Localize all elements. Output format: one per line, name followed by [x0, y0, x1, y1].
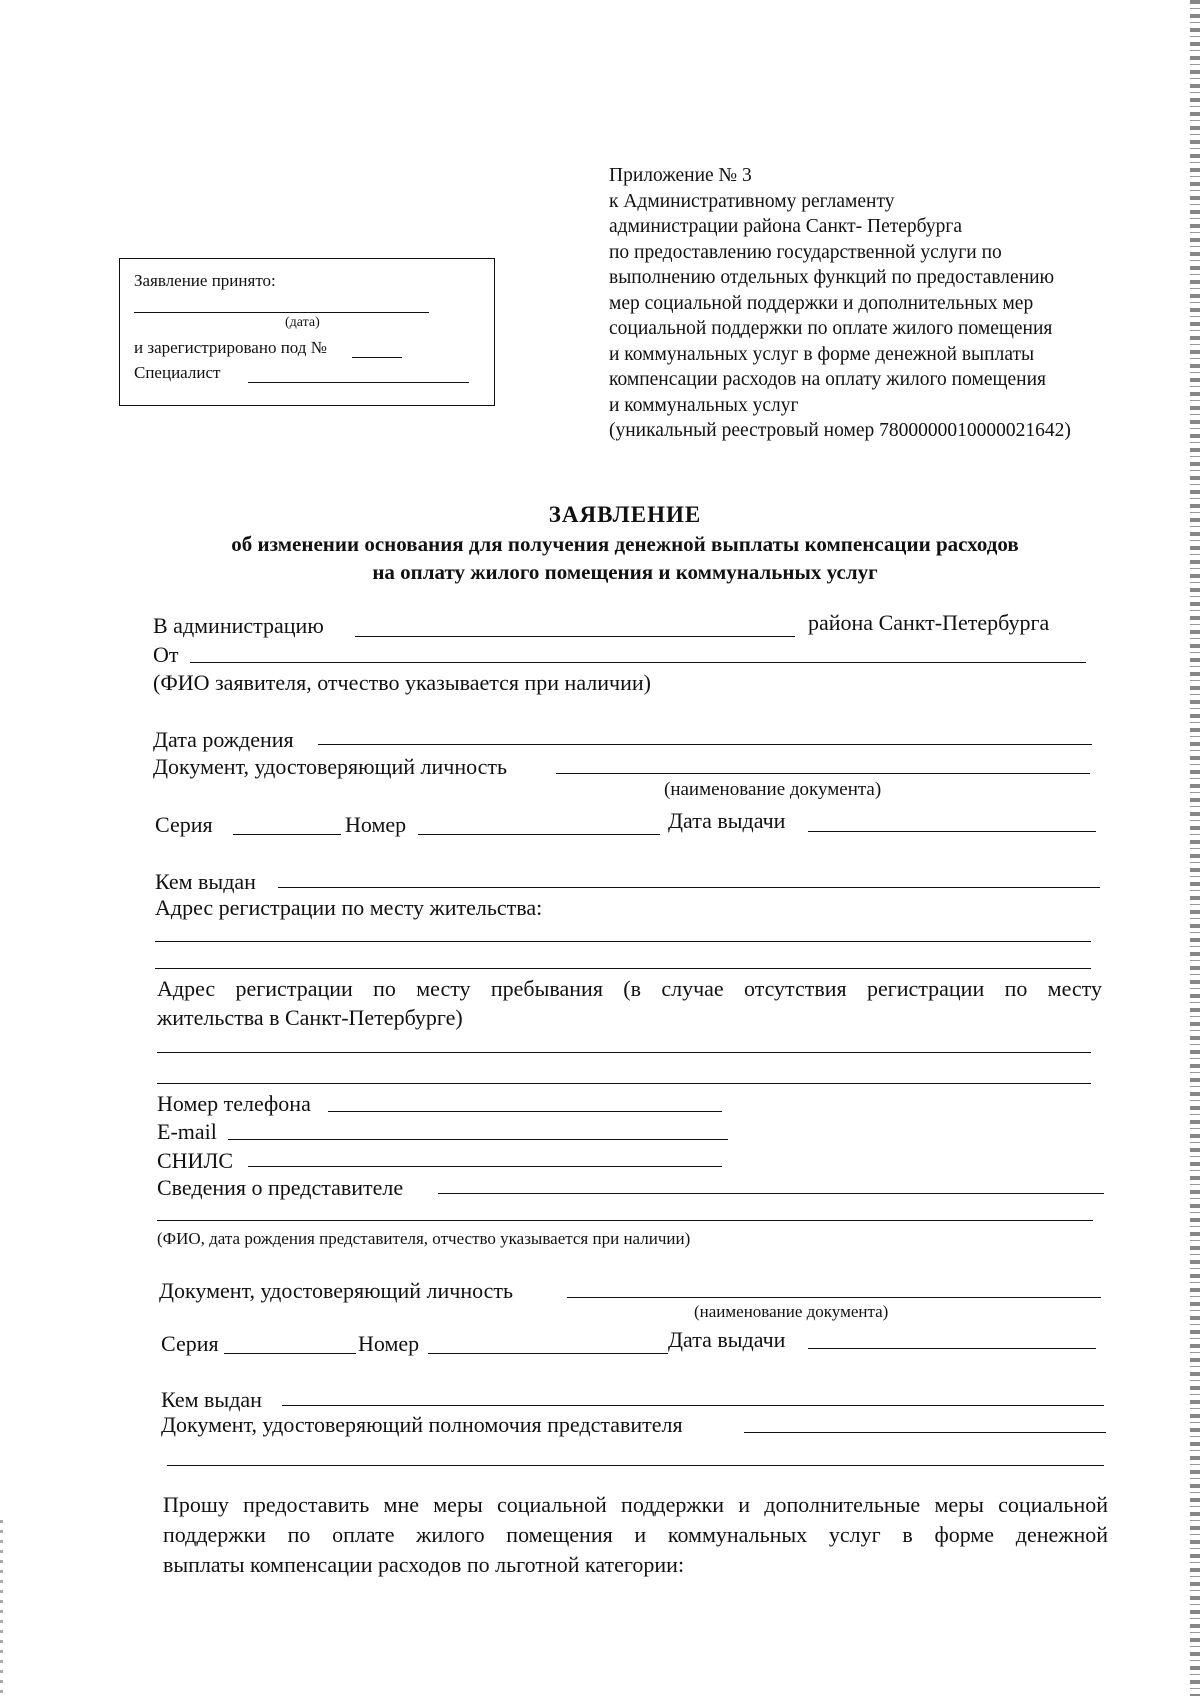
doc-name-caption: (наименование документа)	[664, 779, 882, 800]
appendix-line: социальной поддержки по оплате жилого помещения	[609, 318, 1053, 339]
admin-district-field[interactable]	[355, 636, 795, 637]
stay-address-field-1[interactable]	[157, 1052, 1091, 1053]
rep-number-label: Номер	[358, 1331, 420, 1356]
request-paragraph	[163, 1490, 1108, 1580]
rep-issue-date-field[interactable]	[808, 1348, 1096, 1349]
appendix-line: к Административному регламенту	[609, 190, 895, 212]
stamp-date-caption: (дата)	[285, 315, 320, 330]
stamp-registered-label: и зарегистрировано под №	[134, 338, 327, 357]
stamp-specialist-field[interactable]	[248, 382, 469, 383]
request-line: Прошу предоставить мне меры социальной поддержки и дополнительные меры социальной	[163, 1492, 1108, 1517]
representative-info-field-1[interactable]	[438, 1193, 1104, 1194]
number-field[interactable]	[418, 834, 660, 835]
number-label: Номер	[345, 812, 407, 837]
rep-series-field[interactable]	[224, 1353, 356, 1354]
appendix-line: компенсации расходов на оплату жилого помещения	[609, 369, 1046, 390]
appendix-line: выполнению отдельных функций по предоставлению	[609, 267, 1055, 288]
issued-by-field[interactable]	[278, 887, 1100, 888]
document-subtitle-line2: на оплату жилого помещения и коммунальных услуг	[372, 560, 878, 584]
email-label: E-mail	[157, 1119, 217, 1144]
rep-issued-by-label: Кем выдан	[161, 1387, 262, 1412]
series-label: Серия	[155, 812, 213, 837]
rep-authority-doc-label: Документ, удостоверяющий полномочия представителя	[161, 1412, 683, 1437]
rep-doc-name-caption: (наименование документа)	[694, 1302, 889, 1321]
stay-address-label-2: жительства в Санкт-Петербурге)	[157, 1005, 463, 1030]
appendix-line: Приложение № 3	[609, 165, 752, 186]
rep-authority-doc-field-2[interactable]	[167, 1465, 1104, 1466]
stamp-date-field[interactable]	[134, 312, 429, 313]
from-label: От	[153, 642, 179, 667]
request-line: выплаты компенсации расходов по льготной категории:	[163, 1552, 685, 1577]
snils-label: СНИЛС	[157, 1148, 234, 1173]
rep-issue-date-label: Дата выдачи	[668, 1327, 786, 1352]
applicant-fio-field[interactable]	[190, 662, 1086, 663]
reg-address-label: Адрес регистрации по месту жительства:	[155, 895, 543, 920]
issued-by-label: Кем выдан	[155, 869, 256, 894]
rep-series-label: Серия	[161, 1331, 219, 1356]
birth-date-label: Дата рождения	[153, 727, 294, 752]
appendix-line: и коммунальных услуг в форме денежной выплаты	[609, 343, 1035, 365]
email-field[interactable]	[228, 1139, 728, 1140]
representative-info-label: Сведения о представителе	[157, 1175, 404, 1200]
id-document-label: Документ, удостоверяющий личность	[153, 754, 508, 779]
rep-id-document-label: Документ, удостоверяющий личность	[159, 1278, 514, 1303]
appendix-header	[609, 163, 1169, 444]
appendix-line: мер социальной поддержки и дополнительных мер	[609, 292, 1034, 314]
request-line: поддержки по оплате жилого помещения и коммунальных услуг в форме денежной	[163, 1522, 1108, 1547]
document-subtitle-line1: об изменении основания для получения денежной выплаты компенсации расходов	[231, 532, 1019, 556]
stay-address-label-1: Адрес регистрации по месту пребывания (в случае отсутствия регистрации по месту	[157, 976, 1102, 1001]
appendix-line: и коммунальных услуг	[609, 394, 799, 416]
reg-address-field-1[interactable]	[155, 941, 1091, 942]
appendix-line: (уникальный реестровый номер 7800000010000021642)	[609, 420, 1071, 441]
district-suffix-label: района Санкт-Петербурга	[808, 610, 1050, 635]
reg-address-field-2[interactable]	[155, 968, 1091, 969]
rep-fio-caption: (ФИО, дата рождения представителя, отчество указывается при наличии)	[157, 1229, 691, 1248]
phone-field[interactable]	[328, 1111, 722, 1112]
representative-info-field-2[interactable]	[157, 1220, 1093, 1221]
phone-label: Номер телефона	[157, 1091, 311, 1116]
birth-date-field[interactable]	[318, 744, 1092, 745]
id-document-field[interactable]	[556, 773, 1090, 774]
scan-edge-artifact-left	[0, 1520, 3, 1696]
snils-field[interactable]	[248, 1166, 722, 1167]
stamp-accepted-label: Заявление принято:	[134, 271, 276, 290]
stay-address-field-2[interactable]	[157, 1083, 1091, 1084]
issue-date-field[interactable]	[808, 831, 1096, 832]
registration-stamp-box	[119, 258, 495, 406]
rep-number-field[interactable]	[428, 1353, 668, 1354]
rep-issued-by-field[interactable]	[282, 1405, 1104, 1406]
stamp-specialist-label: Специалист	[134, 363, 221, 382]
stamp-reg-number-field[interactable]	[352, 357, 402, 358]
fio-caption: (ФИО заявителя, отчество указывается при наличии)	[153, 670, 651, 695]
issue-date-label: Дата выдачи	[668, 808, 786, 833]
appendix-line: администрации района Санкт- Петербурга	[609, 216, 962, 237]
rep-id-document-field[interactable]	[567, 1297, 1101, 1298]
rep-authority-doc-field-1[interactable]	[744, 1432, 1106, 1433]
series-field[interactable]	[233, 834, 341, 835]
document-title: ЗАЯВЛЕНИЕ	[548, 502, 702, 527]
appendix-line: по предоставлению государственной услуги по	[609, 241, 1002, 263]
scan-edge-artifact	[1190, 0, 1200, 1696]
to-admin-label: В администрацию	[153, 613, 324, 638]
